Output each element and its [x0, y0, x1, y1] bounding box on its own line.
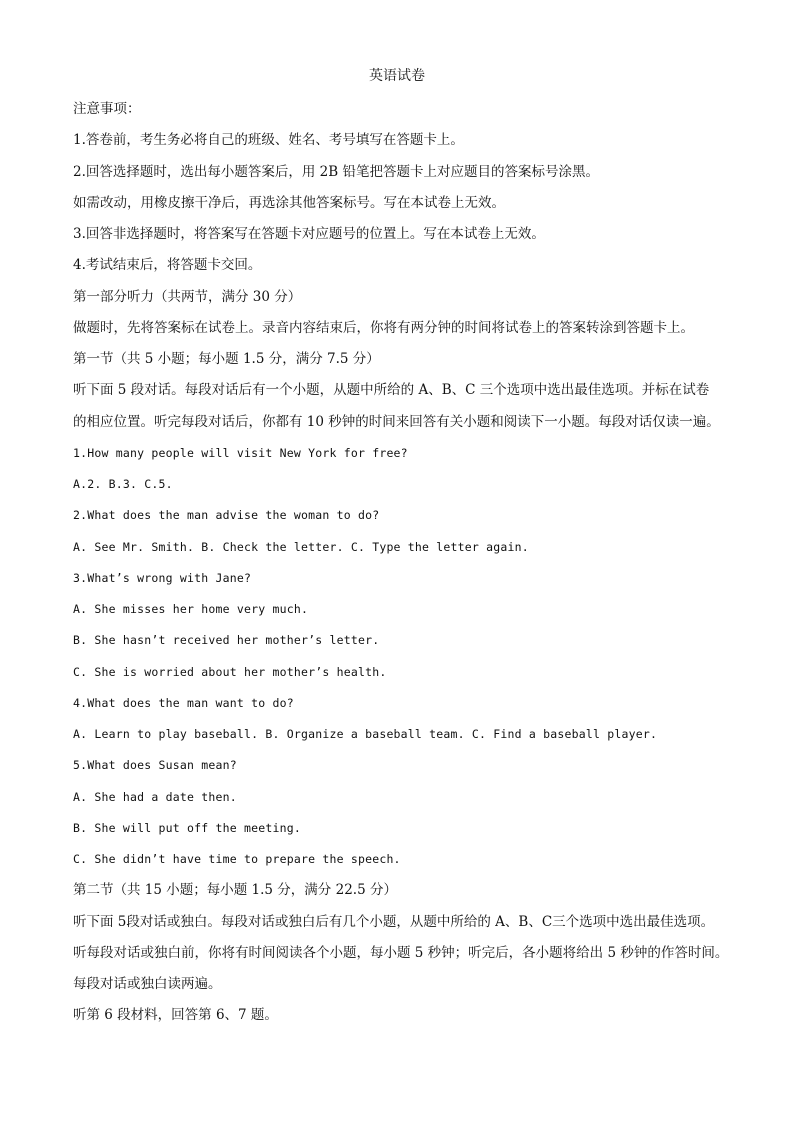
section-two-instructions-2: 听每段对话或独白前，你将有时间阅读各个小题，每小题 5 秒钟；听完后，各小题将给出 5 秒钟的作答时间。	[73, 944, 729, 961]
question-3-option-a: A. She misses her home very much.	[73, 602, 309, 616]
part-one-heading: 第一部分听力（共两节，满分 30 分）	[73, 288, 302, 305]
notice-item-2-cont: 如需改动，用橡皮擦干净后，再选涂其他答案标号。写在本试卷上无效。	[73, 194, 505, 211]
section-two-instructions-3: 每段对话或独白读两遍。	[73, 976, 222, 992]
question-5: 5.What does Susan mean?	[73, 758, 237, 773]
material-6-prompt: 听第 6 段材料，回答第 6、7 题。	[73, 1007, 278, 1024]
question-2: 2.What does the man advise the woman to do?	[73, 508, 380, 523]
part-one-instructions: 做题时，先将答案标在试卷上。录音内容结束后，你将有两分钟的时间将试卷上的答案转涂到答题卡上。	[73, 319, 694, 336]
question-3-option-c: C. She is worried about her mother’s health.	[73, 664, 387, 679]
content-lines	[73, 98, 733, 1036]
question-1: 1.How many people will visit New York for free?	[73, 445, 408, 460]
question-2-options: A. See Mr. Smith. B. Check the letter. C. Type the letter again.	[73, 539, 529, 554]
section-two-heading: 第二节（共 15 小题；每小题 1.5 分，满分 22.5 分）	[73, 882, 397, 899]
section-one-instructions-1: 听下面 5 段对话。每段对话后有一个小题，从题中所给的 A、B、C 三个选项中选出最佳选项。并标在试卷	[73, 382, 710, 399]
notice-item-1: 1.答卷前，考生务必将自己的班级、姓名、考号填写在答题卡上。	[73, 132, 464, 149]
section-two-instructions-1: 听下面 5段对话或独白。每段对话或独白后有几个小题，从题中所给的 A、B、C三个选项中选出最佳选项。	[73, 913, 715, 930]
section-one-instructions-2: 的相应位置。听完每段对话后，你都有 10 秒钟的时间来回答有关小题和阅读下一小题。每段对话仅读一遍。	[73, 413, 720, 430]
question-5-option-a: A. She had a date then.	[73, 789, 237, 804]
section-one-heading: 第一节（共 5 小题；每小题 1.5 分，满分 7.5 分）	[73, 351, 380, 367]
question-5-option-b: B. She will put off the meeting.	[73, 820, 301, 835]
notice-heading: 注意事项：	[73, 101, 141, 117]
question-3: 3.What’s wrong with Jane?	[73, 570, 252, 585]
page-title: 英语试卷	[369, 68, 425, 84]
question-4-options: A. Learn to play baseball. B. Organize a baseball team. C. Find a baseball player.	[73, 727, 658, 741]
notice-item-2: 2.回答选择题时，选出每小题答案后，用 2B 铅笔把答题卡上对应题目的答案标号涂黑。	[73, 163, 599, 180]
notice-item-4: 4.考试结束后，将答题卡交回。	[73, 257, 262, 274]
question-5-option-c: C. She didn’t have time to prepare the speech.	[73, 852, 401, 866]
question-4: 4.What does the man want to do?	[73, 695, 294, 710]
question-1-options: A.2. B.3. C.5.	[73, 477, 173, 491]
notice-item-3: 3.回答非选择题时，将答案写在答题卡对应题号的位置上。写在本试卷上无效。	[73, 226, 545, 242]
question-3-option-b: B. She hasn’t received her mother’s letter.	[73, 633, 380, 648]
